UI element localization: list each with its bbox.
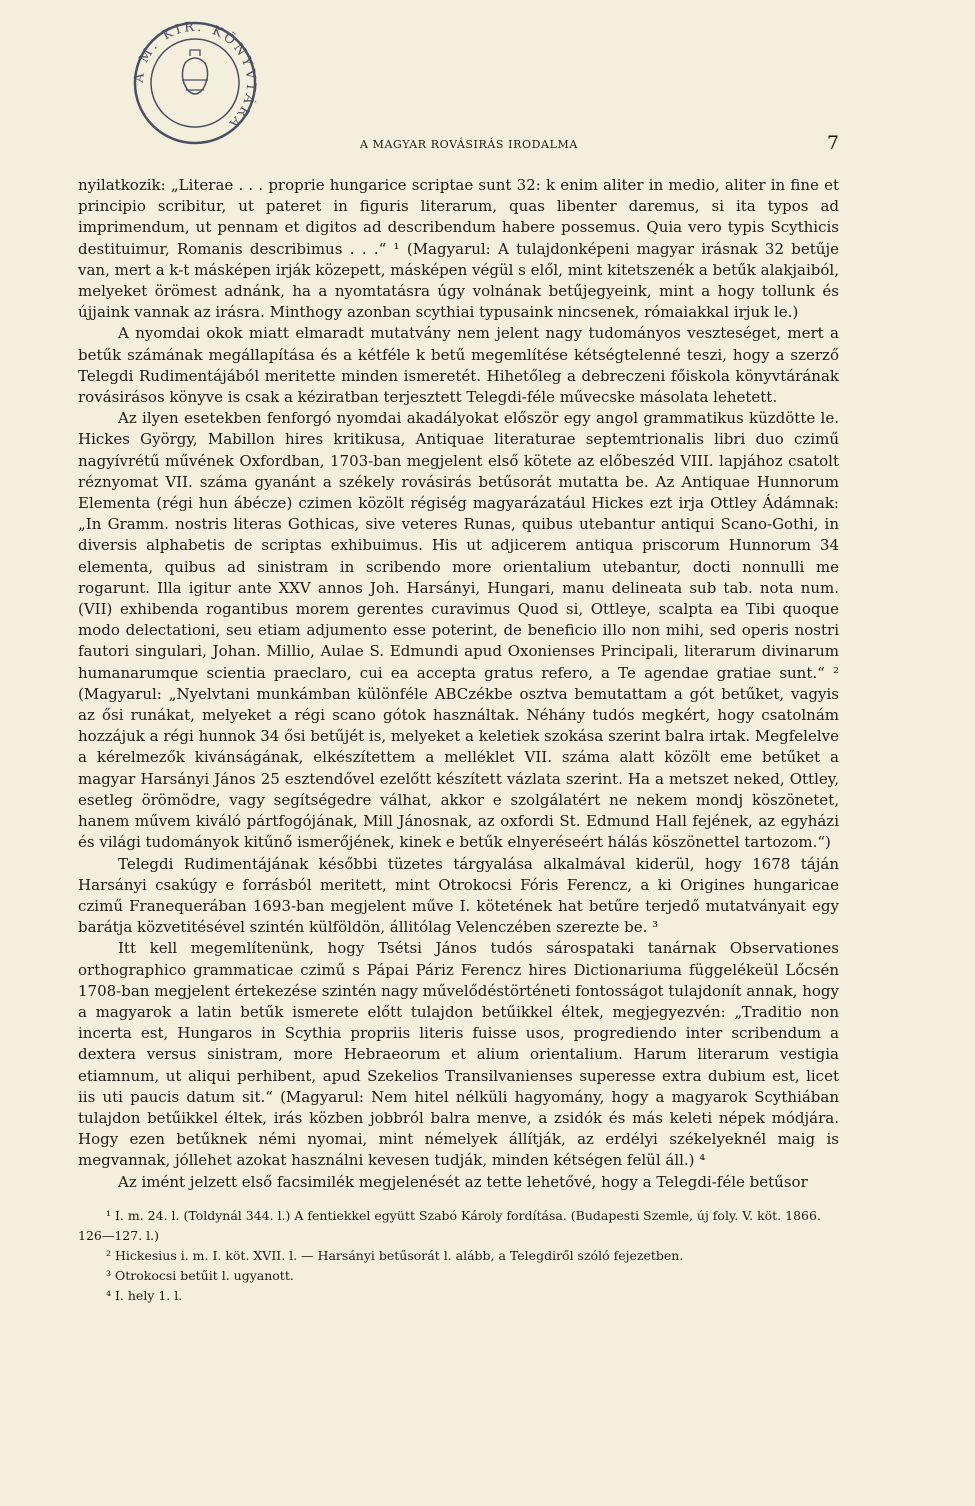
footnote-1: ¹ I. m. 24. l. (Toldynál 344. l.) A fentiekkel együtt Szabó Károly fordítása. (Budapesti Szemle, új foly. V. köt. 1866. 126—127. l.) <box>78 1208 821 1243</box>
paragraph-6: Az imént jelzett első facsimilék megjelenését az tette lehetővé, hogy a Telegdi-féle betűsor <box>118 1172 808 1191</box>
svg-text:A M. KIR. KÖNYVTÁRA <box>132 20 259 133</box>
paragraph-4: Telegdi Rudimentájának későbbi tüzetes tárgyalása alkalmával kiderül, hogy 1678 táján Harsányi csakúgy e forrásból meritett, mint Otrokocsi Fóris Ferencz, a ki Origines hungaricae czimű Franequerában 1693-ban megjelent műve I. kötetének hat betűre terjedő mutatványait egy barátja közvetitésével szintén külföldön, állitólag Velenczében szerezte be. ³ <box>78 854 839 937</box>
footnote-4: ⁴ I. hely 1. l. <box>106 1288 183 1303</box>
paragraph-5: Itt kell megemlítenünk, hogy Tsétsi János tudós sárospataki tanárnak Observationes orthographico grammaticae czimű s Pápai Páriz Ferencz hires Dictionariuma függelékeül Lőcsén 1708-ban megjelent értekezése szintén nagy művelődéstörténeti fontosságot tulajdonít annak, hogy a magyarok a latin betűk ismerete előtt tulajdon betűikkel éltek, megjegyezvén: „Traditio non incerta est, Hungaros in Scythia propriis literis fuisse usos, progrediendo inter scribendum a dextera versus sinistram, more Hebraeorum et alium orientalium. Harum literarum vestigia etiamnum, ut aliqui perhibent, apud Szekelios Transilvanienses superesse extra dubium est, licet iis uti paucis datum sit.“ (Magyarul: Nem hitel nélküli hagyomány, hogy a magyarok Scythiában tulajdon betűikkel éltek, irás közben jobbról balra menve, a zsidók és más keleti népek módjára. Hogy ezen betűknek némi nyomai, mint némelyek állítják, az erdélyi székelyeknél maig is megvannak, jóllehet azokat használni kevesen tudják, minden kétségen felül áll.) ⁴ <box>78 939 839 1170</box>
body-text <box>78 175 839 1193</box>
page-number: 7 <box>826 132 839 154</box>
running-title: A MAGYAR ROVÁSIRÁS IRODALMA <box>360 138 578 151</box>
paragraph-2: A nyomdai okok miatt elmaradt mutatvány nem jelent nagy tudományos veszteséget, mert a betűk számának megállapítása és a kétféle k betű megemlítése kétségtelenné teszi, hogy a szerző Telegdi Rudimentájából meritette minden ismeretét. Hihetőleg a debreczeni főiskola könyvtárának rovásirásos könyve is csak a kéziratban terjesztett Telegdi-féle művecske másolata lehetett. <box>78 324 839 407</box>
paragraph-1: nyilatkozik: „Literae . . . proprie hungarice scriptae sunt 32: k enim aliter in medio, aliter in fine et principio scribitur, ut pateret in figuris literarum, quas libenter daremus, si ita typos ad imprimendum, ut pennam et digitos ad describendum habere possemus. Quia vero typis Scythicis destituimur, Romanis describimus . . .“ ¹ (Magyarul: A tulajdonképeni magyar irásnak 32 betűje van, mert a k-t másképen irják közepett, másképen végül s elől, mint kitetszenék a betűk alakjaiból, melyeket örömest adnánk, ha a nyomtatásra úgy volnának betűjegyeink, mint a hogy tollunk és újjaink vannak az irásra. Minthogy azonban scythiai typusaink nincsenek, rómaiakkal irjuk le.) <box>78 176 839 322</box>
footnote-2: ² Hickesius i. m. I. köt. XVII. l. — Harsányi betűsorát l. alább, a Telegdiről szóló fejezetben. <box>106 1248 684 1263</box>
footnote-3: ³ Otrokocsi betűit l. ugyanott. <box>106 1268 294 1283</box>
stamp-text: A M. KIR. KÖNYVTÁRA <box>131 19 259 133</box>
paragraph-3: Az ilyen esetekben fenforgó nyomdai akadályokat először egy angol grammatikus küzdötte le. Hickes György, Mabillon hires kritikusa, Antiquae literaturae septemtrionalis libri duo czimű nagyívrétű művének Oxfordban, 1703-ban megjelent első kötete az előbeszéd VIII. lapjához csatolt réznyomat VII. száma gyanánt a székely rovásirás betűsorát mutatta be. Az Antiquae Hunnorum Elementa (régi hun ábécze) czimen közölt régiség magyarázatául Hickes ezt irja Ottley Ádámnak: „In Gramm. nostris literas Gothicas, sive veteres Runas, quibus utebantur antiqui Scano-Gothi, in diversis alphabetis de scriptas exhibuimus. His ut adjicerem antiqua priscorum Hunnorum 34 elementa, quibus ad sinistram in scribendo more orientalium utebantur, docti nonnulli me rogarunt. Illa igitur ante XXV annos Joh. Harsányi, Hungari, manu delineata sub tab. nota num. (VII) exhibenda rogantibus morem gerentes curavimus Quod si, Ottleye, scalpta ea Tibi quoque modo delectationi, seu etiam adjumento esse poterint, de beneficio illo non mihi, sed operis nostri fautori singulari, Johan. Millio, Aulae S. Edmundi apud Oxonienses Principali, literarum divinarum humanarumque scientia praeclaro, cui ea accepta gratus refero, a Te agendae gratiae sunt.“ ² (Magyarul: „Nyelvtani munkámban különféle ABCzékbe osztva bemutattam a gót betűket, vagyis az ősi runákat, melyeket a régi scano gótok használtak. Néhány tudós megkért, hogy csatolnám hozzájuk a régi hunnok 34 ősi betűjét is, melyeket a keletiek szokása szerint balra irtak. Megfelelve a kérelmezők kivánságának, elkészítettem a melléklet VII. száma alatt közölt eme betűket a magyar Harsányi János 25 esztendővel ezelőtt készített vázlata szerint. Ha a metszet neked, Ottley, esetleg örömödre, vagy segítségedre válhat, akkor e szolgálatért ne nekem mondj köszönetet, hanem művem kiváló pártfogójának, Mill Jánosnak, az oxfordi St. Edmund Hall fejének, az egyházi és világi tudományok kitűnő ismerőjének, kinek e betűk elnyeréseért hálás köszönettel tartozom.“) <box>78 409 839 852</box>
library-stamp <box>130 18 260 148</box>
footnotes <box>78 1206 839 1306</box>
